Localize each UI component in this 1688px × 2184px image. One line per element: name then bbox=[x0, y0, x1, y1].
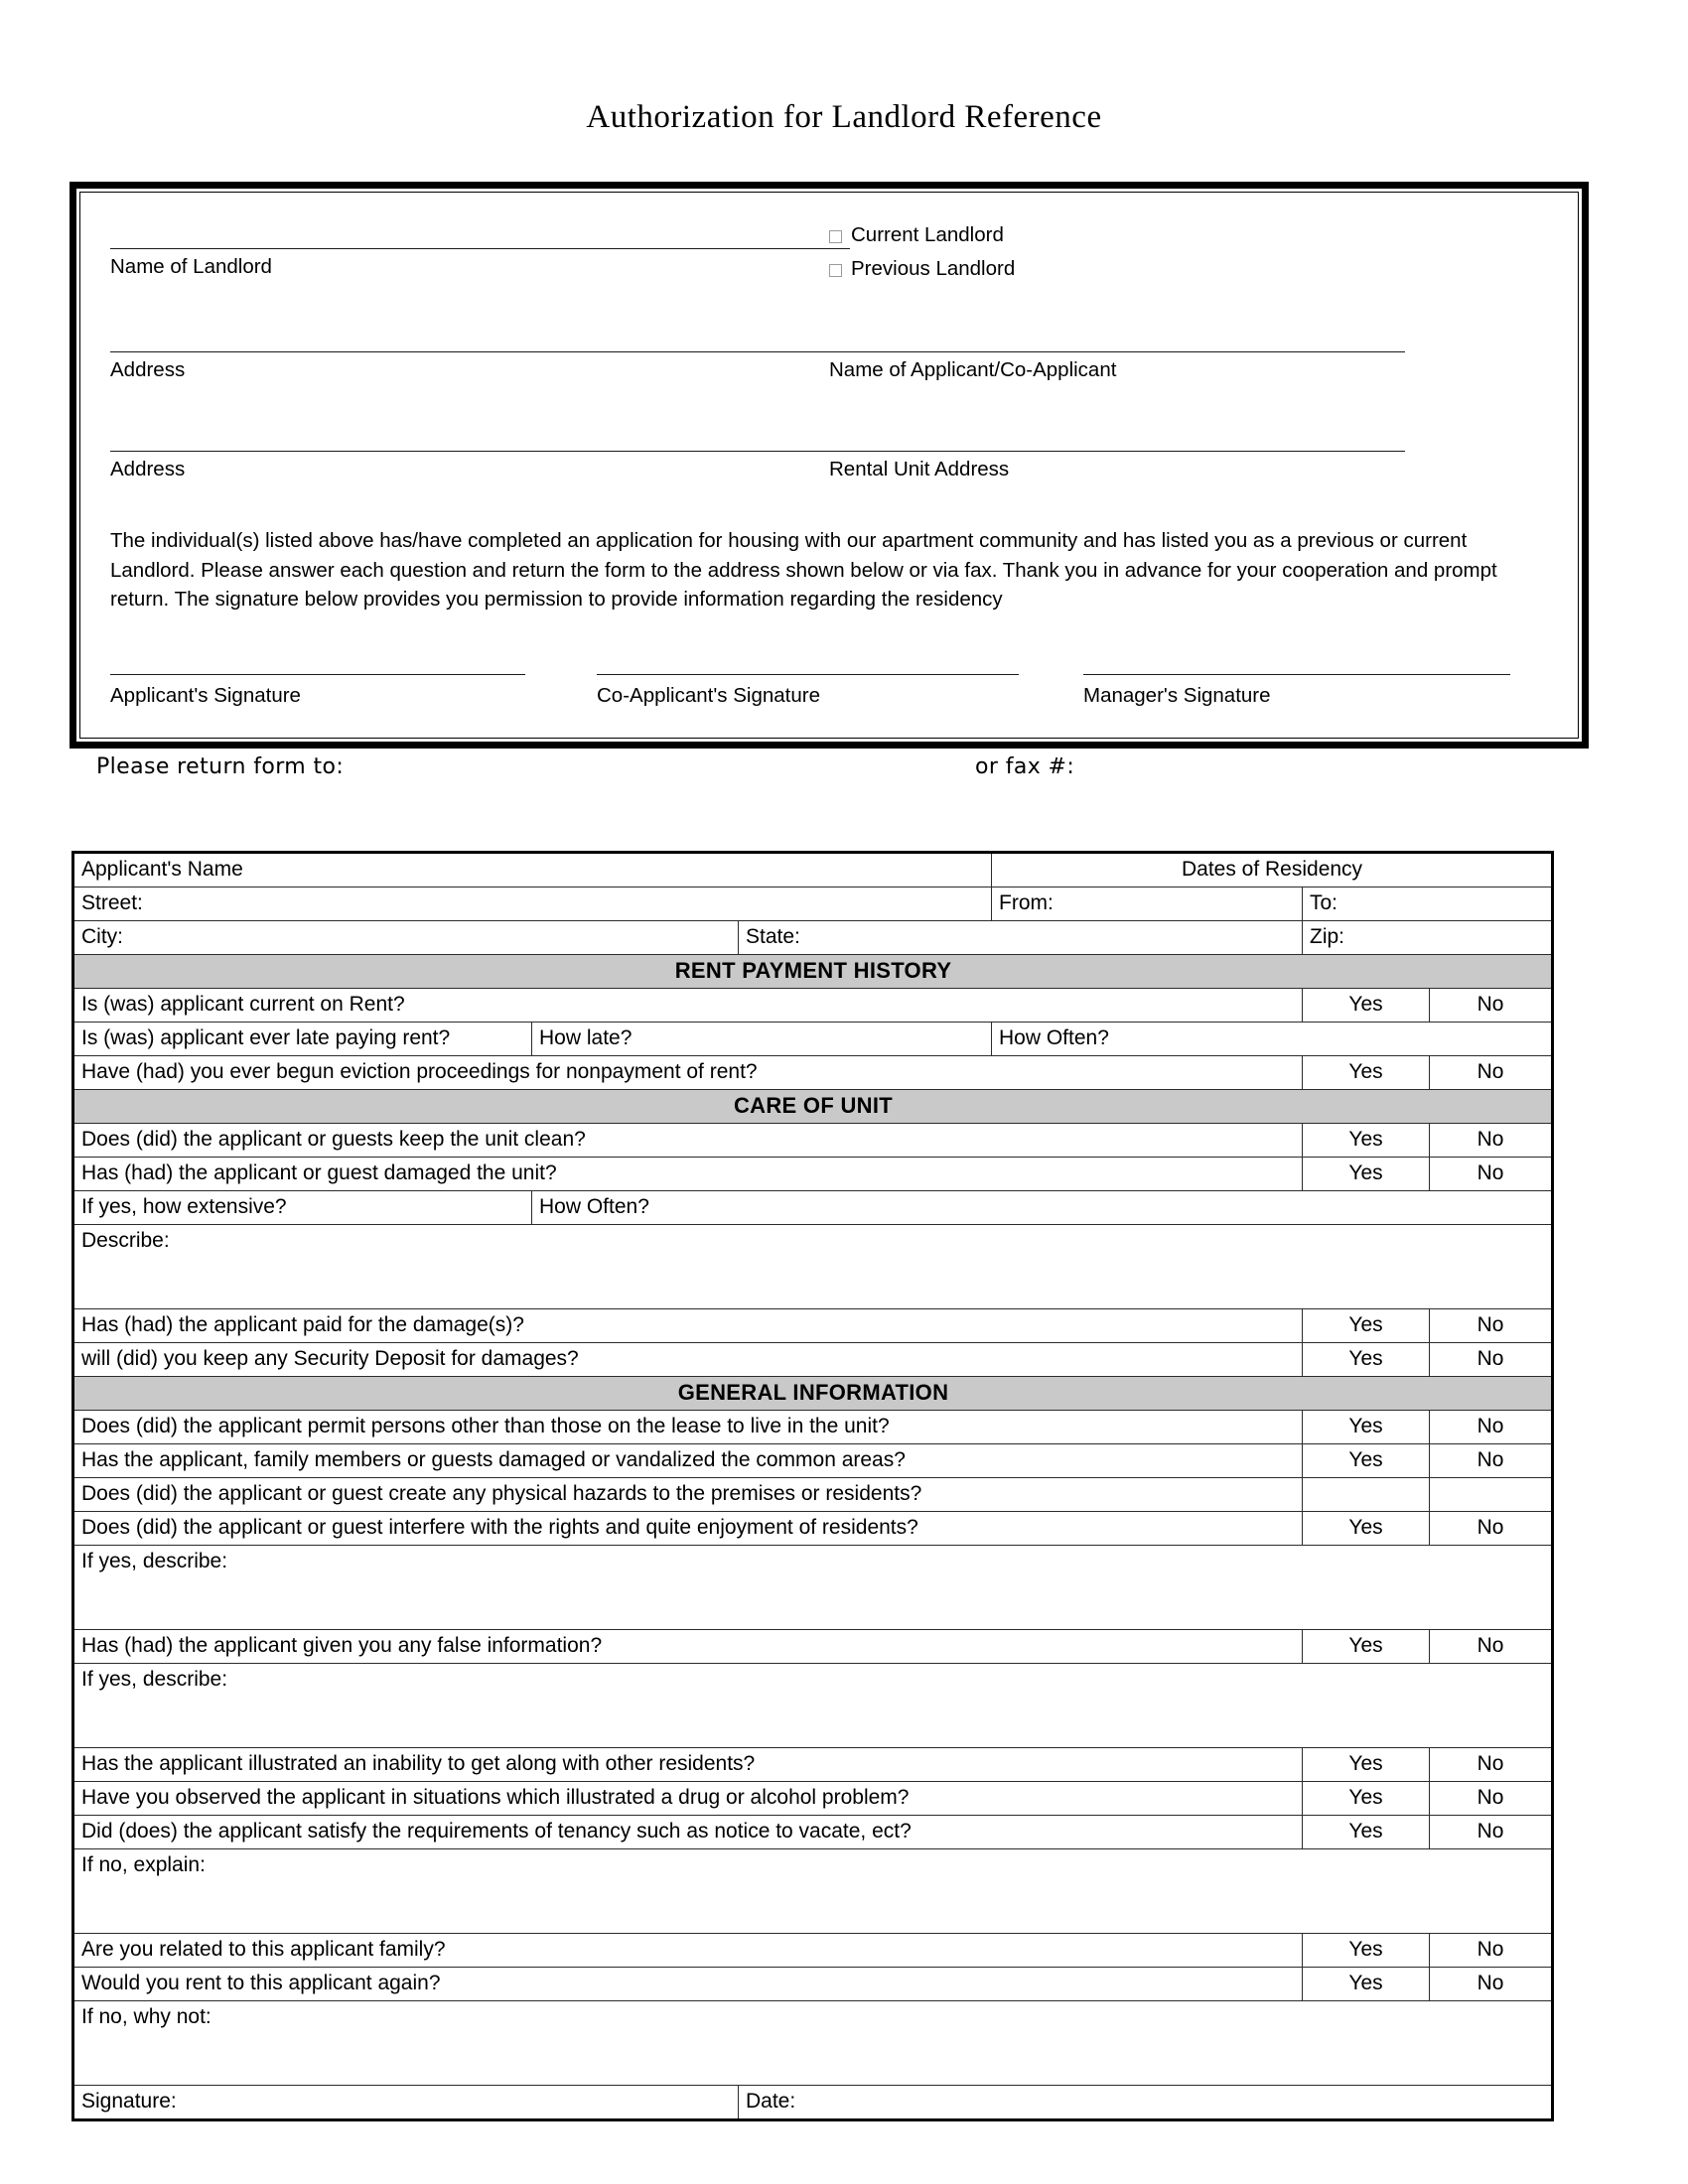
to-cell[interactable]: To: bbox=[1303, 887, 1553, 921]
section-header-care-of-unit: CARE OF UNIT bbox=[73, 1090, 1553, 1124]
table-section-header-row bbox=[73, 1090, 1553, 1124]
no-cell[interactable]: No bbox=[1430, 1158, 1553, 1191]
co-applicant-signature-block bbox=[597, 664, 1083, 708]
no-cell[interactable]: No bbox=[1430, 1343, 1553, 1377]
spacer bbox=[110, 385, 1548, 421]
city-cell[interactable]: City: bbox=[73, 921, 739, 955]
question-cell: Does (did) the applicant or guest interfere with the rights and quite enjoyment of residents? bbox=[73, 1512, 1303, 1546]
checkbox-current-landlord[interactable] bbox=[829, 218, 1548, 252]
yes-cell[interactable]: Yes bbox=[1303, 1343, 1430, 1377]
table-row bbox=[73, 1411, 1553, 1444]
no-cell[interactable]: No bbox=[1430, 989, 1553, 1023]
page-title: Authorization for Landlord Reference bbox=[586, 99, 1102, 135]
applicant-name-input[interactable] bbox=[829, 322, 1405, 352]
authorization-box-inner bbox=[79, 192, 1579, 739]
yes-cell[interactable]: Yes bbox=[1303, 1748, 1430, 1782]
how-often-cell[interactable]: How Often? bbox=[532, 1191, 1553, 1225]
no-cell[interactable]: No bbox=[1430, 1630, 1553, 1664]
explain-cell[interactable]: If no, explain: bbox=[73, 1849, 1553, 1934]
question-cell: will (did) you keep any Security Deposit for damages? bbox=[73, 1343, 1303, 1377]
manager-signature-label: Manager's Signature bbox=[1083, 683, 1271, 707]
no-cell[interactable] bbox=[1430, 1478, 1553, 1512]
no-cell[interactable]: No bbox=[1430, 1512, 1553, 1546]
table-body bbox=[73, 853, 1553, 2120]
table-row bbox=[73, 887, 1553, 921]
table-row bbox=[73, 1478, 1553, 1512]
question-cell: Has the applicant illustrated an inability to get along with other residents? bbox=[73, 1748, 1303, 1782]
manager-signature-input[interactable] bbox=[1083, 664, 1510, 675]
table-row bbox=[73, 989, 1553, 1023]
yes-cell[interactable]: Yes bbox=[1303, 1816, 1430, 1849]
state-cell[interactable]: State: bbox=[739, 921, 1303, 955]
authorization-box bbox=[70, 182, 1589, 749]
no-cell[interactable]: No bbox=[1430, 1748, 1553, 1782]
question-cell: Is (was) applicant ever late paying rent? bbox=[73, 1023, 532, 1056]
describe-cell[interactable]: Describe: bbox=[73, 1225, 1553, 1309]
checkbox-previous-landlord[interactable] bbox=[829, 252, 1548, 286]
table-row bbox=[73, 1512, 1553, 1546]
checkbox-icon[interactable] bbox=[829, 230, 842, 243]
table-row bbox=[73, 1934, 1553, 1968]
describe-cell[interactable]: If yes, describe: bbox=[73, 1546, 1553, 1630]
yes-cell[interactable]: Yes bbox=[1303, 1630, 1430, 1664]
table-row bbox=[73, 921, 1553, 955]
applicant-name-label: Name of Applicant/Co-Applicant bbox=[829, 358, 1117, 381]
no-cell[interactable]: No bbox=[1430, 1816, 1553, 1849]
yes-cell[interactable]: Yes bbox=[1303, 1158, 1430, 1191]
yes-cell[interactable]: Yes bbox=[1303, 1512, 1430, 1546]
table-row bbox=[73, 1816, 1553, 1849]
question-cell: Has (had) the applicant paid for the damage(s)? bbox=[73, 1309, 1303, 1343]
question-cell: Does (did) the applicant or guests keep the unit clean? bbox=[73, 1124, 1303, 1158]
question-cell: Have (had) you ever begun eviction proceedings for nonpayment of rent? bbox=[73, 1056, 1303, 1090]
question-cell: Does (did) the applicant or guest create any physical hazards to the premises or residents? bbox=[73, 1478, 1303, 1512]
table-row bbox=[73, 1664, 1553, 1748]
how-often-cell[interactable]: How Often? bbox=[992, 1023, 1553, 1056]
how-late-cell[interactable]: How late? bbox=[532, 1023, 992, 1056]
yes-cell[interactable]: Yes bbox=[1303, 989, 1430, 1023]
landlord-name-input[interactable] bbox=[110, 218, 850, 249]
yes-cell[interactable]: Yes bbox=[1303, 1411, 1430, 1444]
table-row bbox=[73, 1191, 1553, 1225]
yes-cell[interactable]: Yes bbox=[1303, 1934, 1430, 1968]
no-cell[interactable]: No bbox=[1430, 1782, 1553, 1816]
authorization-paragraph: The individual(s) listed above has/have completed an application for housing with our apartment community and has listed you as a previous or current Landlord. Please answer each question and return the form to the address shown below or via fax. Thank you in advance for your cooperation and prompt return. The signature below provides you permission to provide information regarding the residency bbox=[110, 529, 1497, 611]
yes-cell[interactable] bbox=[1303, 1478, 1430, 1512]
landlord-reference-table bbox=[71, 851, 1554, 2121]
landlord-name-label: Name of Landlord bbox=[110, 255, 272, 278]
street-cell[interactable]: Street: bbox=[73, 887, 992, 921]
dates-of-residency-cell: Dates of Residency bbox=[992, 853, 1553, 887]
table-row bbox=[73, 1968, 1553, 2001]
no-cell[interactable]: No bbox=[1430, 1056, 1553, 1090]
no-cell[interactable]: No bbox=[1430, 1968, 1553, 2001]
section-header-general-information: GENERAL INFORMATION bbox=[73, 1377, 1553, 1411]
signature-row bbox=[110, 664, 1548, 708]
landlord-name-row bbox=[110, 218, 1548, 286]
address-applicant-row bbox=[110, 322, 1548, 385]
address-1-label: Address bbox=[110, 358, 186, 381]
question-cell: Does (did) the applicant permit persons other than those on the lease to live in the unit? bbox=[73, 1411, 1303, 1444]
from-cell[interactable]: From: bbox=[992, 887, 1303, 921]
yes-cell[interactable]: Yes bbox=[1303, 1309, 1430, 1343]
table-row bbox=[73, 1546, 1553, 1630]
address-2-col bbox=[110, 421, 829, 484]
describe-cell[interactable]: If yes, describe: bbox=[73, 1664, 1553, 1748]
landlord-name-col bbox=[110, 218, 829, 286]
zip-cell[interactable]: Zip: bbox=[1303, 921, 1553, 955]
question-cell: Has (had) the applicant or guest damaged the unit? bbox=[73, 1158, 1303, 1191]
table-row bbox=[73, 1782, 1553, 1816]
table-row bbox=[73, 2001, 1553, 2086]
table-row bbox=[73, 1849, 1553, 1934]
yes-cell[interactable]: Yes bbox=[1303, 1968, 1430, 2001]
no-cell[interactable]: No bbox=[1430, 1411, 1553, 1444]
applicant-signature-input[interactable] bbox=[110, 664, 525, 675]
co-applicant-signature-label: Co-Applicant's Signature bbox=[597, 683, 820, 707]
table-row bbox=[73, 1023, 1553, 1056]
question-cell: Would you rent to this applicant again? bbox=[73, 1968, 1303, 2001]
yes-cell[interactable]: Yes bbox=[1303, 1444, 1430, 1478]
question-cell: Did (does) the applicant satisfy the requirements of tenancy such as notice to vacate, ect? bbox=[73, 1816, 1303, 1849]
applicant-name-cell[interactable]: Applicant's Name bbox=[73, 853, 992, 887]
no-cell[interactable]: No bbox=[1430, 1934, 1553, 1968]
co-applicant-signature-input[interactable] bbox=[597, 664, 1019, 675]
section-header-rent-payment-history: RENT PAYMENT HISTORY bbox=[73, 955, 1553, 989]
applicant-name-col bbox=[829, 322, 1548, 385]
no-cell[interactable]: No bbox=[1430, 1444, 1553, 1478]
why-not-cell[interactable]: If no, why not: bbox=[73, 2001, 1553, 2086]
yes-cell[interactable]: Yes bbox=[1303, 1056, 1430, 1090]
table-row bbox=[73, 1444, 1553, 1478]
date-cell[interactable]: Date: bbox=[739, 2086, 1553, 2120]
address-1-input[interactable] bbox=[110, 322, 850, 352]
question-cell: Is (was) applicant current on Rent? bbox=[73, 989, 1303, 1023]
question-cell: Are you related to this applicant family? bbox=[73, 1934, 1303, 1968]
table-row bbox=[73, 1630, 1553, 1664]
no-cell[interactable]: No bbox=[1430, 1124, 1553, 1158]
table-row bbox=[73, 1748, 1553, 1782]
table-row bbox=[73, 1225, 1553, 1309]
table-row bbox=[73, 1056, 1553, 1090]
applicant-signature-block bbox=[110, 664, 597, 708]
checkbox-previous-landlord-label: Previous Landlord bbox=[851, 257, 1016, 280]
checkbox-current-landlord-label: Current Landlord bbox=[851, 223, 1004, 246]
return-instructions bbox=[96, 754, 1586, 779]
checkbox-icon[interactable] bbox=[829, 264, 842, 277]
question-cell: Have you observed the applicant in situations which illustrated a drug or alcohol problem? bbox=[73, 1782, 1303, 1816]
table-row bbox=[73, 1343, 1553, 1377]
fax-label: or fax #: bbox=[975, 754, 1075, 779]
address-2-label: Address bbox=[110, 458, 186, 480]
applicant-signature-label: Applicant's Signature bbox=[110, 683, 301, 707]
table-row bbox=[73, 2086, 1553, 2120]
spacer bbox=[110, 286, 1548, 322]
rental-unit-input[interactable] bbox=[829, 421, 1405, 452]
question-cell: Has the applicant, family members or guests damaged or vandalized the common areas? bbox=[73, 1444, 1303, 1478]
address-rental-row bbox=[110, 421, 1548, 484]
address-2-input[interactable] bbox=[110, 421, 850, 452]
yes-cell[interactable]: Yes bbox=[1303, 1782, 1430, 1816]
question-cell: If yes, how extensive? bbox=[73, 1191, 532, 1225]
table-row bbox=[73, 1158, 1553, 1191]
table-section-header-row bbox=[73, 955, 1553, 989]
signature-cell[interactable]: Signature: bbox=[73, 2086, 739, 2120]
landlord-type-col bbox=[829, 218, 1548, 286]
table-section-header-row bbox=[73, 1377, 1553, 1411]
table-row bbox=[73, 853, 1553, 887]
address-1-col bbox=[110, 322, 829, 385]
question-cell: Has (had) the applicant given you any false information? bbox=[73, 1630, 1303, 1664]
table-row bbox=[73, 1124, 1553, 1158]
yes-cell[interactable]: Yes bbox=[1303, 1124, 1430, 1158]
rental-unit-col bbox=[829, 421, 1548, 484]
table-row bbox=[73, 1309, 1553, 1343]
manager-signature-block bbox=[1083, 664, 1520, 708]
return-to-label: Please return form to: bbox=[96, 754, 345, 779]
no-cell[interactable]: No bbox=[1430, 1309, 1553, 1343]
rental-unit-label: Rental Unit Address bbox=[829, 458, 1010, 480]
